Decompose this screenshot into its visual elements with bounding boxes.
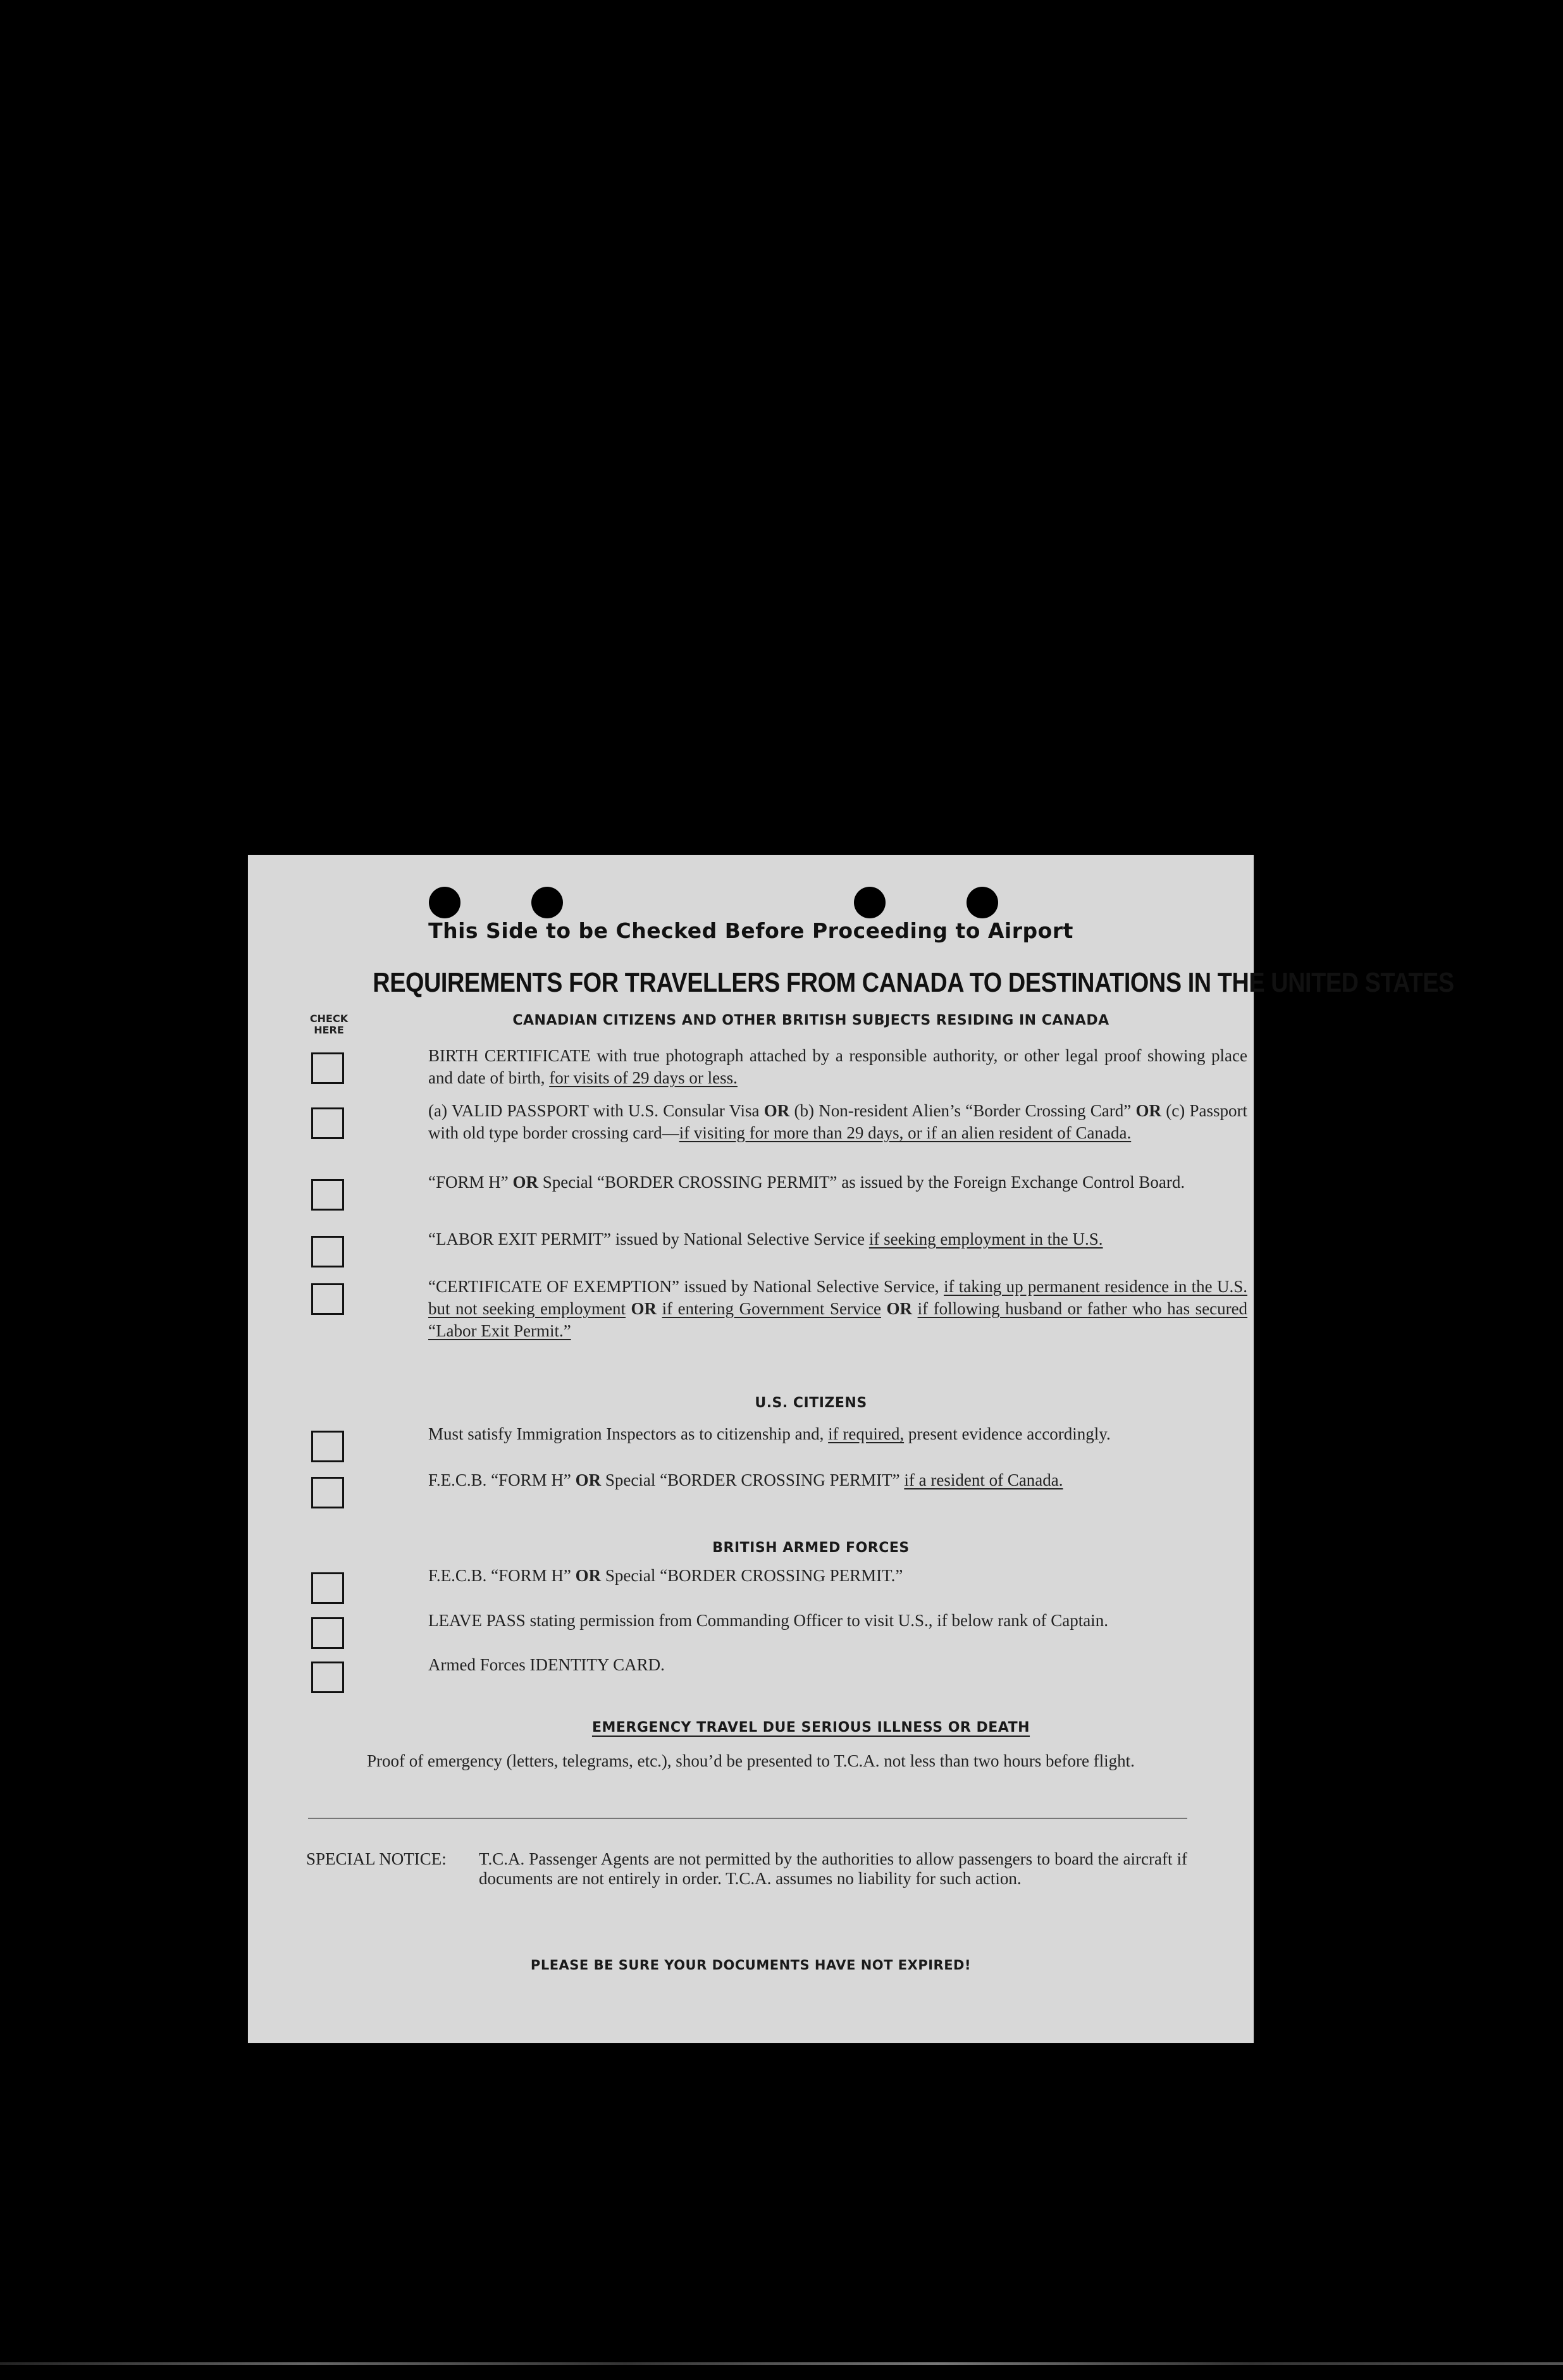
bold-text: OR bbox=[512, 1173, 538, 1192]
text-run bbox=[657, 1299, 662, 1318]
document-title: REQUIREMENTS FOR TRAVELLERS FROM CANADA TO DESTINATIONS IN THE UNITED STATES bbox=[373, 967, 1454, 998]
item-text bbox=[428, 1654, 1247, 1676]
text-run: LEAVE PASS stating permission from Commanding Officer to visit U.S., if below rank of Captain. bbox=[428, 1611, 1108, 1630]
emergency-text: Proof of emergency (letters, telegrams, etc.), shou’d be presented to T.C.A. not less than two hours before flight. bbox=[367, 1751, 1135, 1770]
bold-text: OR bbox=[631, 1299, 657, 1318]
checkbox[interactable] bbox=[311, 1617, 344, 1649]
checkbox[interactable] bbox=[311, 1431, 344, 1462]
divider bbox=[308, 1818, 1187, 1819]
section-heading-british: BRITISH ARMED FORCES bbox=[712, 1540, 910, 1556]
text-run: F.E.C.B. “FORM H” bbox=[428, 1566, 576, 1585]
underlined-text: for visits of 29 days or less. bbox=[549, 1068, 738, 1087]
footer-warning: PLEASE BE SURE YOUR DOCUMENTS HAVE NOT EXPIRED! bbox=[530, 1958, 972, 1973]
item-text bbox=[428, 1100, 1247, 1144]
punch-hole bbox=[967, 887, 998, 918]
underlined-text: if a resident of Canada. bbox=[904, 1471, 1063, 1489]
text-run bbox=[881, 1299, 887, 1318]
text-run: F.E.C.B. “FORM H” bbox=[428, 1471, 576, 1489]
item-text bbox=[428, 1565, 1247, 1587]
item-text bbox=[428, 1610, 1247, 1632]
checkbox[interactable] bbox=[311, 1236, 344, 1267]
item-text bbox=[428, 1423, 1247, 1445]
special-notice-label: SPECIAL NOTICE: bbox=[306, 1849, 447, 1868]
checkbox[interactable] bbox=[311, 1572, 344, 1604]
item-text bbox=[428, 1469, 1247, 1491]
section-heading-canadian: CANADIAN CITIZENS AND OTHER BRITISH SUBJECTS RESIDING IN CANADA bbox=[512, 1013, 1109, 1028]
bold-text: OR bbox=[1135, 1101, 1161, 1120]
checkbox[interactable] bbox=[311, 1283, 344, 1315]
checkbox[interactable] bbox=[311, 1662, 344, 1693]
bold-text: OR bbox=[886, 1299, 913, 1318]
text-run: (b) Non-resident Alien’s “Border Crossing Card” bbox=[789, 1101, 1136, 1120]
underlined-text: if seeking employment in the U.S. bbox=[868, 1230, 1103, 1249]
bold-text: OR bbox=[763, 1101, 790, 1120]
top-note: This Side to be Checked Before Proceeding to Airport bbox=[428, 918, 1073, 943]
punch-hole bbox=[429, 887, 460, 918]
text-run: Special “BORDER CROSSING PERMIT.” bbox=[601, 1566, 903, 1585]
text-run: “FORM H” bbox=[428, 1173, 513, 1192]
bold-text: OR bbox=[575, 1471, 602, 1489]
document-page bbox=[248, 855, 1454, 2043]
check-here-label: CHECK HERE bbox=[309, 1013, 349, 1036]
item-text bbox=[428, 1171, 1247, 1193]
text-run bbox=[626, 1299, 631, 1318]
text-run bbox=[912, 1299, 918, 1318]
text-run: Must satisfy Immigration Inspectors as to citizenship and, bbox=[428, 1424, 829, 1443]
text-run: “LABOR EXIT PERMIT” issued by National Selective Service bbox=[428, 1230, 869, 1249]
special-notice-text: T.C.A. Passenger Agents are not permitted by the authorities to allow passengers to board the aircraft if documents are not entirely in order. T.C.A. assumes no liability for such action. bbox=[479, 1849, 1187, 1888]
underlined-text: if following husband or father who has secured “Labor Exit Permit.” bbox=[428, 1299, 1248, 1340]
bold-text: OR bbox=[575, 1566, 602, 1585]
checkbox[interactable] bbox=[311, 1107, 344, 1139]
underlined-text: if visiting for more than 29 days, or if an alien resident of Canada. bbox=[679, 1123, 1132, 1142]
text-run: BIRTH CERTIFICATE with true photograph attached by a responsible authority, or other legal proof showing place and date of birth, bbox=[428, 1046, 1247, 1087]
text-run: “CERTIFICATE OF EXEMPTION” issued by National Selective Service, bbox=[428, 1277, 944, 1296]
text-run: (c) Passport with old type border crossing card— bbox=[428, 1101, 1247, 1142]
underlined-text: if required, bbox=[828, 1424, 905, 1443]
punch-hole bbox=[854, 887, 886, 918]
item-text bbox=[428, 1276, 1247, 1342]
item-text bbox=[428, 1045, 1247, 1089]
text-run: Special “BORDER CROSSING PERMIT” as issued by the Foreign Exchange Control Board. bbox=[538, 1173, 1185, 1192]
underlined-text: if taking up permanent residence in the U.S. but not seeking employment bbox=[428, 1277, 1247, 1318]
checkbox[interactable] bbox=[311, 1477, 344, 1508]
underlined-text: if entering Government Service bbox=[662, 1299, 882, 1318]
item-text bbox=[428, 1228, 1247, 1250]
text-run: Armed Forces IDENTITY CARD. bbox=[428, 1655, 665, 1674]
checkbox[interactable] bbox=[311, 1179, 344, 1211]
section-heading-us: U.S. CITIZENS bbox=[755, 1395, 867, 1411]
checkbox[interactable] bbox=[311, 1052, 344, 1084]
section-heading-emergency: EMERGENCY TRAVEL DUE SERIOUS ILLNESS OR DEATH bbox=[591, 1720, 1030, 1736]
text-run: present evidence accordingly. bbox=[904, 1424, 1111, 1443]
scan-edge-strip bbox=[0, 2362, 1563, 2365]
punch-hole bbox=[531, 887, 563, 918]
text-run: (a) VALID PASSPORT with U.S. Consular Visa bbox=[428, 1101, 764, 1120]
text-run: Special “BORDER CROSSING PERMIT” bbox=[601, 1471, 905, 1489]
